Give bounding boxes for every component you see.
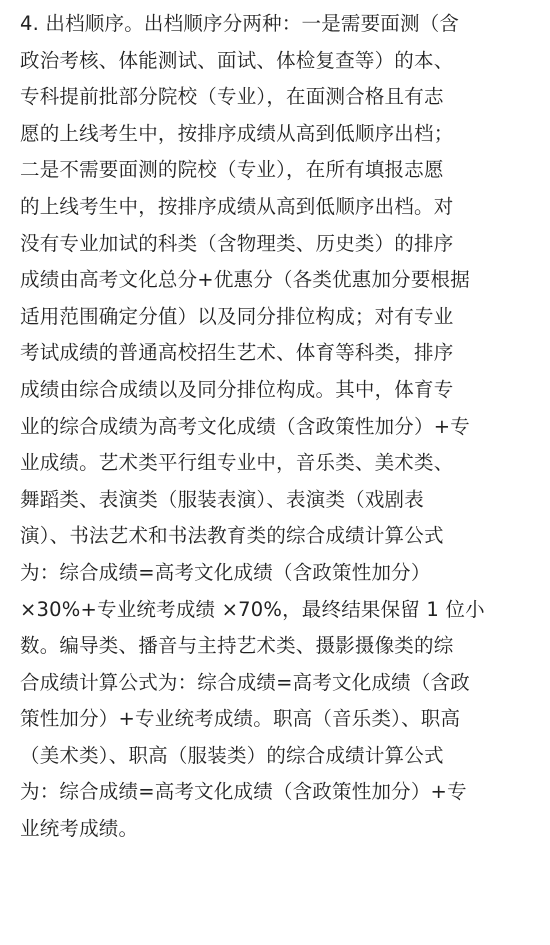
text-line: 为：综合成绩=高考文化成绩（含政策性加分） bbox=[20, 560, 431, 584]
document-body bbox=[20, 6, 540, 848]
text-line: 考试成绩的普通高校招生艺术、体育等科类，排序 bbox=[20, 341, 454, 365]
text-line: 政治考核、体能测试、面试、体检复查等）的本、 bbox=[20, 48, 454, 72]
text-line: 为：综合成绩=高考文化成绩（含政策性加分）+专 bbox=[20, 780, 467, 804]
text-line: 的上线考生中，按排序成绩从高到低顺序出档。对 bbox=[20, 194, 454, 218]
text-line: 专科提前批部分院校（专业），在面测合格且有志 bbox=[20, 85, 444, 109]
text-line: 数。编导类、播音与主持艺术类、摄影摄像类的综 bbox=[20, 634, 454, 658]
text-line: （美术类）、职高（服装类）的综合成绩计算公式 bbox=[20, 743, 444, 767]
text-line: 舞蹈类、表演类（服装表演）、表演类（戏剧表 bbox=[20, 487, 424, 511]
text-line: 愿的上线考生中，按排序成绩从高到低顺序出档； bbox=[20, 121, 454, 145]
text-line: 二是不需要面测的院校（专业），在所有填报志愿 bbox=[20, 158, 444, 182]
text-line: 业的综合成绩为高考文化成绩（含政策性加分）+专 bbox=[20, 414, 470, 438]
text-line: 成绩由高考文化总分+优惠分（各类优惠加分要根据 bbox=[20, 268, 470, 292]
text-line: 合成绩计算公式为：综合成绩=高考文化成绩（含政 bbox=[20, 670, 470, 694]
text-line: 策性加分）+专业统考成绩。职高（音乐类）、职高 bbox=[20, 707, 461, 731]
text-line: 没有专业加试的科类（含物理类、历史类）的排序 bbox=[20, 231, 454, 255]
text-line: 业成绩。艺术类平行组专业中，音乐类、美术类、 bbox=[20, 451, 454, 475]
text-line: 适用范围确定分值）以及同分排位构成；对有专业 bbox=[20, 304, 454, 328]
text-line: 4. 出档顺序。出档顺序分两种：一是需要面测（含 bbox=[20, 12, 460, 35]
text-line: 演）、书法艺术和书法教育类的综合成绩计算公式 bbox=[20, 524, 444, 548]
text-line: ×30%+专业统考成绩 ×70%，最终结果保留 1 位小 bbox=[20, 597, 485, 621]
text-line: 成绩由综合成绩以及同分排位构成。其中，体育专 bbox=[20, 377, 454, 401]
text-line: 业统考成绩。 bbox=[20, 817, 139, 841]
